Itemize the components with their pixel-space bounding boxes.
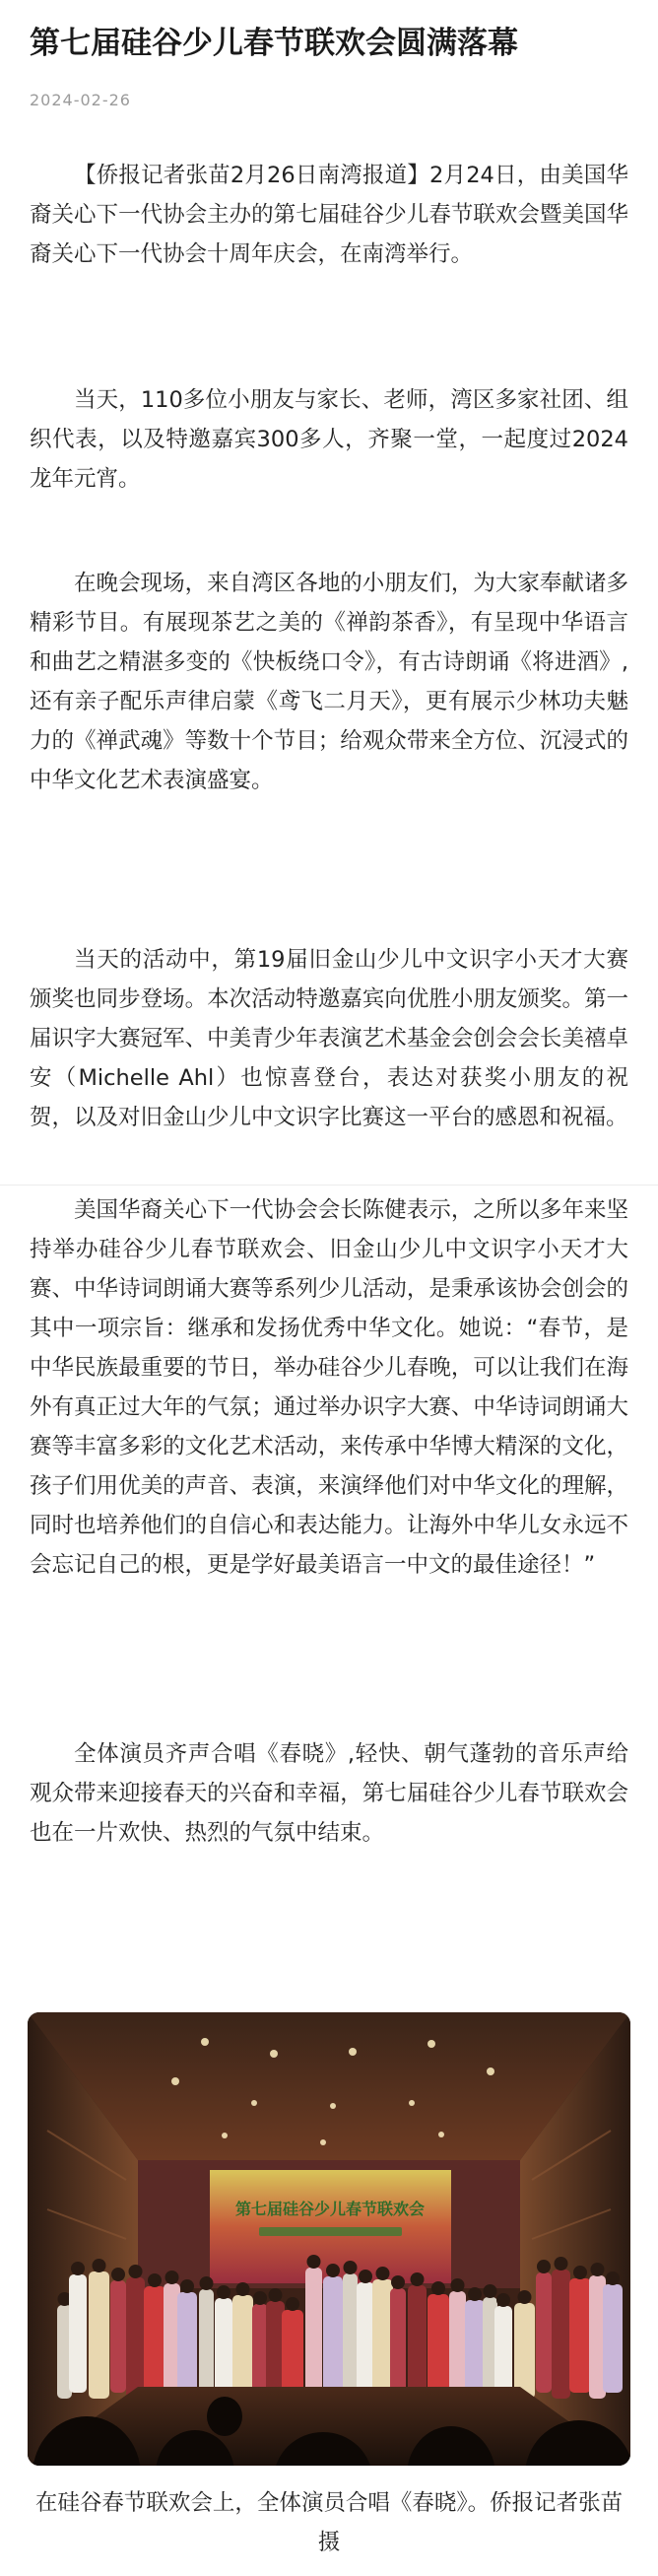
paragraph-2: 当天，110多位小朋友与家长、老师，湾区多家社团、组织代表，以及特邀嘉宾300多人，齐聚一堂，一起度过2024龙年元宵。 — [30, 387, 628, 492]
stage-banner-text: 第七届硅谷少儿春节联欢会 — [234, 2200, 426, 2218]
article-title: 第七届硅谷少儿春节联欢会圆满落幕 — [30, 26, 518, 61]
paragraph-4: 当天的活动中，第19届旧金山少儿中文识字小天才大赛颁奖也同步登场。本次活动特邀嘉宾向优胜小朋友颁奖。第一届识字大赛冠军、中美青少年表演艺术基金会创会会长美禧卓安（Michelle Ahl）也惊喜登台，表达对获奖小朋友的祝贺，以及对旧金山少儿中文识字比赛这一平台的感恩和祝福。 — [30, 947, 628, 1130]
paragraph-6: 全体演员齐声合唱《春晓》,轻快、朝气蓬勃的音乐声给观众带来迎接春天的兴奋和幸福，第七届硅谷少儿春节联欢会也在一片欢快、热烈的气氛中结束。 — [30, 1741, 628, 1846]
paragraph-1: 【侨报记者张苗2月26日南湾报道】2月24日，由美国华裔关心下一代协会主办的第七届硅谷少儿春节联欢会暨美国华裔关心下一代协会十周年庆会，在南湾举行。 — [30, 163, 628, 267]
section-divider — [0, 1185, 658, 1186]
paragraph-5: 美国华裔关心下一代协会会长陈健表示，之所以多年来坚持举办硅谷少儿春节联欢会、旧金山少儿中文识字小天才大赛、中华诗词朗诵大赛等系列少儿活动，是秉承该协会创会的其中一项宗旨：继承和发扬优秀中华文化。她说：“春节，是中华民族最重要的节日，举办硅谷少儿春晚，可以让我们在海外有真正过大年的气氛；通过举办识字大赛、中华诗词朗诵大赛等丰富多彩的文化艺术活动，来传承中华博大精深的文化，孩子们用优美的声音、表演，来演绎他们对中华文化的理解，同时也培养他们的自信心和表达能力。让海外中华儿女永远不会忘记自己的根，更是学好最美语言一中文的最佳途径！” — [30, 1197, 628, 1578]
photo-caption: 在硅谷春节联欢会上，全体演员合唱《春晓》。侨报记者张苗摄 — [34, 2490, 624, 2555]
event-photo — [28, 2012, 630, 2466]
paragraph-3: 在晚会现场，来自湾区各地的小朋友们，为大家奉献诸多精彩节目。有展现茶艺之美的《禅韵茶香》，有呈现中华语言和曲艺之精湛多变的《快板绕口令》，有古诗朗诵《将进酒》,还有亲子配乐声律启蒙《鸢飞二月天》，更有展示少林功夫魅力的《禅武魂》等数十个节目；给观众带来全方位、沉浸式的中华文化艺术表演盛宴。 — [30, 571, 628, 793]
publish-date: 2024-02-26 — [30, 91, 131, 109]
